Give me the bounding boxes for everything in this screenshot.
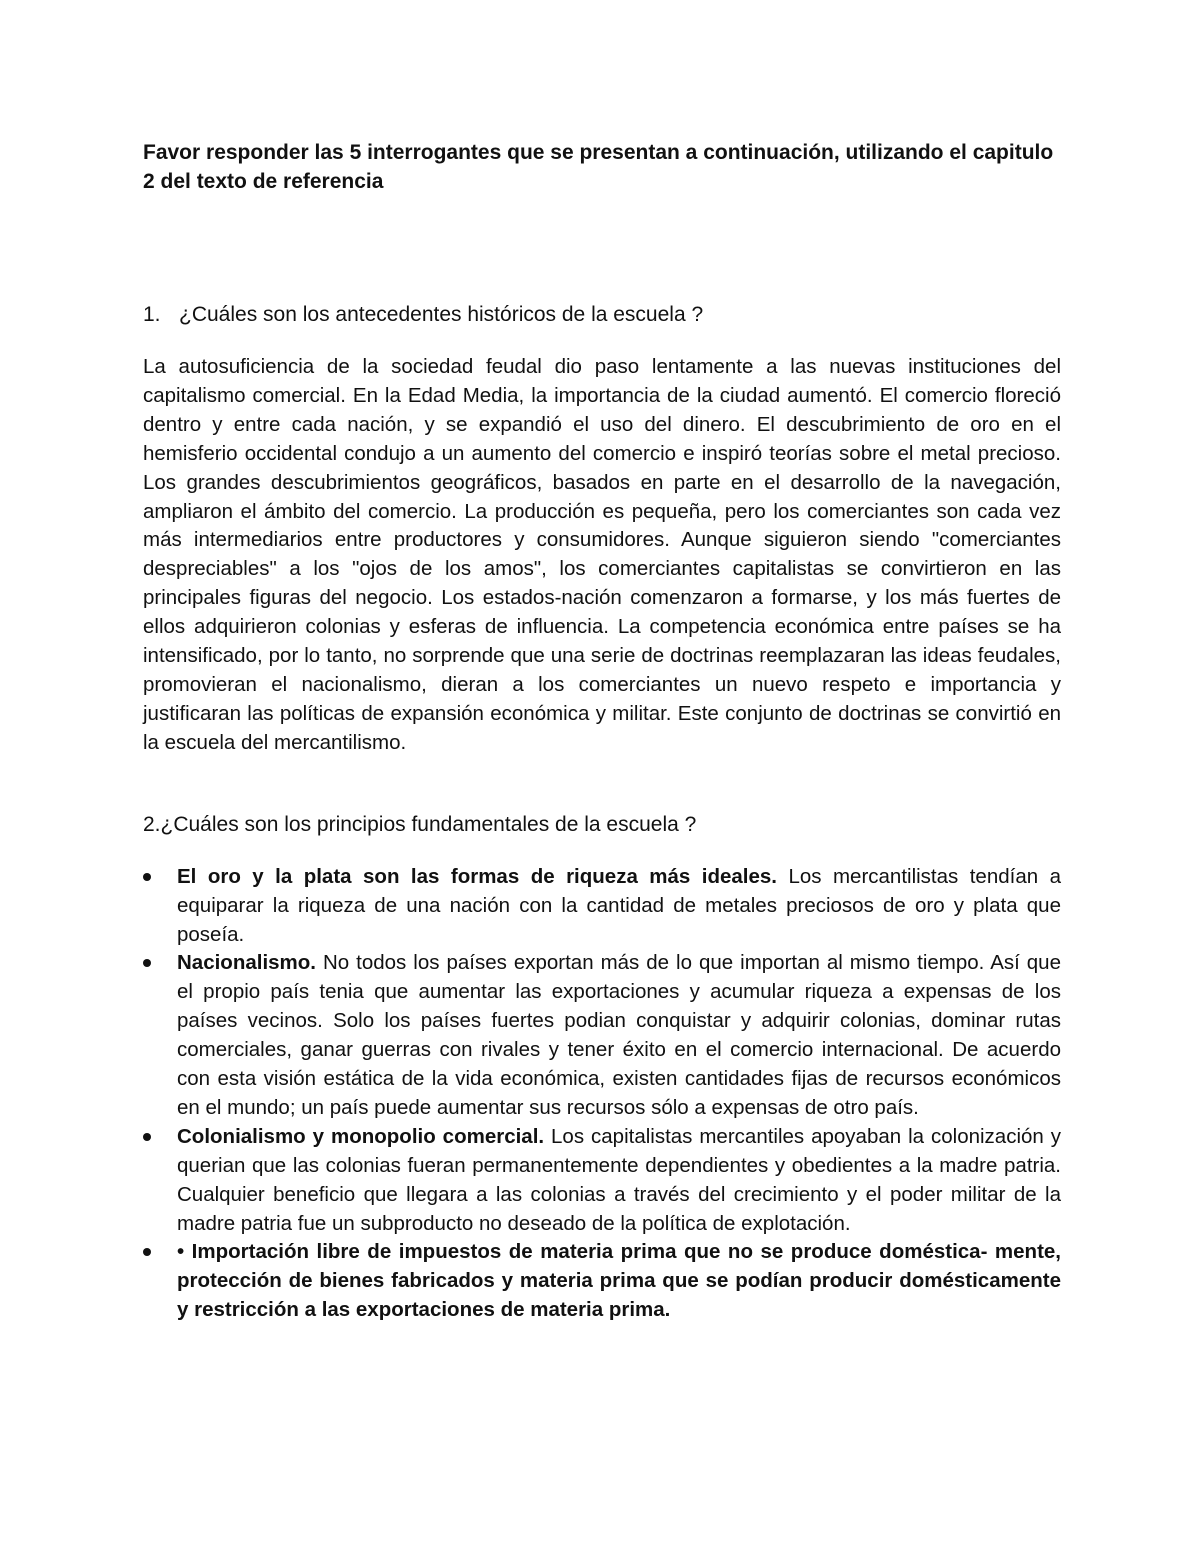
list-item-title: Colonialismo y monopolio comercial.	[177, 1124, 545, 1148]
question-1-number: 1.	[143, 303, 161, 326]
question-1-text: ¿Cuáles son los antecedentes históricos de la escuela ?	[179, 303, 704, 326]
question-2-heading: 2.¿Cuáles son los principios fundamentales de la escuela ?	[143, 812, 697, 836]
document-page	[143, 138, 1061, 1325]
principles-list	[143, 863, 1061, 1326]
list-item-body: Los mercantilistas tendían a equiparar la riqueza de una nación con la cantidad de metales preciosos de oro y plata que poseía.	[177, 864, 1061, 946]
list-item	[143, 1123, 1061, 1239]
list-item	[143, 1238, 1061, 1325]
question-1-answer: La autosuficiencia de la sociedad feudal dio paso lentamente a las nuevas instituciones del capitalismo comercial. En la Edad Media, la importancia de la ciudad aumentó. El comercio floreció dentro y entre cada nación, y se expandió el uso del dinero. El descubrimiento de oro en el hemisferio occidental condujo a un aumento del comercio e inspiró teorías sobre el metal precioso. Los grandes descubrimientos geográficos, basados en parte en el desarrollo de la navegación, ampliaron el ámbito del comercio. La producción es pequeña, pero los comerciantes son cada vez más intermediarios entre productores y consumidores. Aunque siguieron siendo "comerciantes despreciables" a los "ojos de los amos", los comerciantes capitalistas se convirtieron en las principales figuras del negocio. Los estados-nación comenzaron a formarse, y los más fuertes de ellos adquirieron colonias y esferas de influencia. La competencia económica entre países se ha intensificado, por lo tanto, no sorprende que una serie de doctrinas reemplazaran las ideas feudales, promovieran el nacionalismo, dieran a los comerciantes un nuevo respeto e importancia y justificaran las políticas de expansión económica y militar. Este conjunto de doctrinas se convirtió en la escuela del mercantilismo.	[143, 355, 1061, 754]
list-item-title: • Importación libre de impuestos de materia prima que no se produce doméstica- mente, protección de bienes fabricados y materia prima que se podían producir domésticamente y restricción a las exportaciones de materia prima.	[177, 1240, 1061, 1322]
list-item-body: Los capitalistas mercantiles apoyaban la colonización y querian que las colonias fueran permanentemente dependientes y obedientes a la madre patria. Cualquier beneficio que llegara a las colonias a través del crecimiento y el poder militar de la madre patria fue un subproducto no deseado de la política de explotación.	[177, 1124, 1061, 1235]
bullet-icon	[143, 1133, 151, 1141]
instructions-text: Favor responder las 5 interrogantes que se presentan a continuación, utilizando el capitulo 2 del texto de referencia	[143, 141, 1054, 193]
question-1-heading	[143, 300, 1061, 329]
bullet-icon	[143, 873, 151, 881]
bullet-icon	[143, 1248, 151, 1256]
list-item-body: No todos los países exportan más de lo que importan al mismo tiempo. Así que el propio país tenia que aumentar las exportaciones y acumular riqueza a expensas de los países vecinos. Solo los países fuertes podian conquistar y adquirir colonias, dominar rutas comerciales, ganar guerras con rivales y tener éxito en el comercio internacional. De acuerdo con esta visión estática de la vida económica, existen cantidades fijas de recursos económicos en el mundo; un país puede aumentar sus recursos sólo a expensas de otro país.	[177, 951, 1061, 1119]
list-item-title: Nacionalismo.	[177, 951, 316, 975]
list-item	[143, 863, 1061, 950]
bullet-icon	[143, 959, 151, 967]
list-item-title: El oro y la plata son las formas de riqueza más ideales.	[177, 864, 777, 888]
list-item	[143, 949, 1061, 1122]
